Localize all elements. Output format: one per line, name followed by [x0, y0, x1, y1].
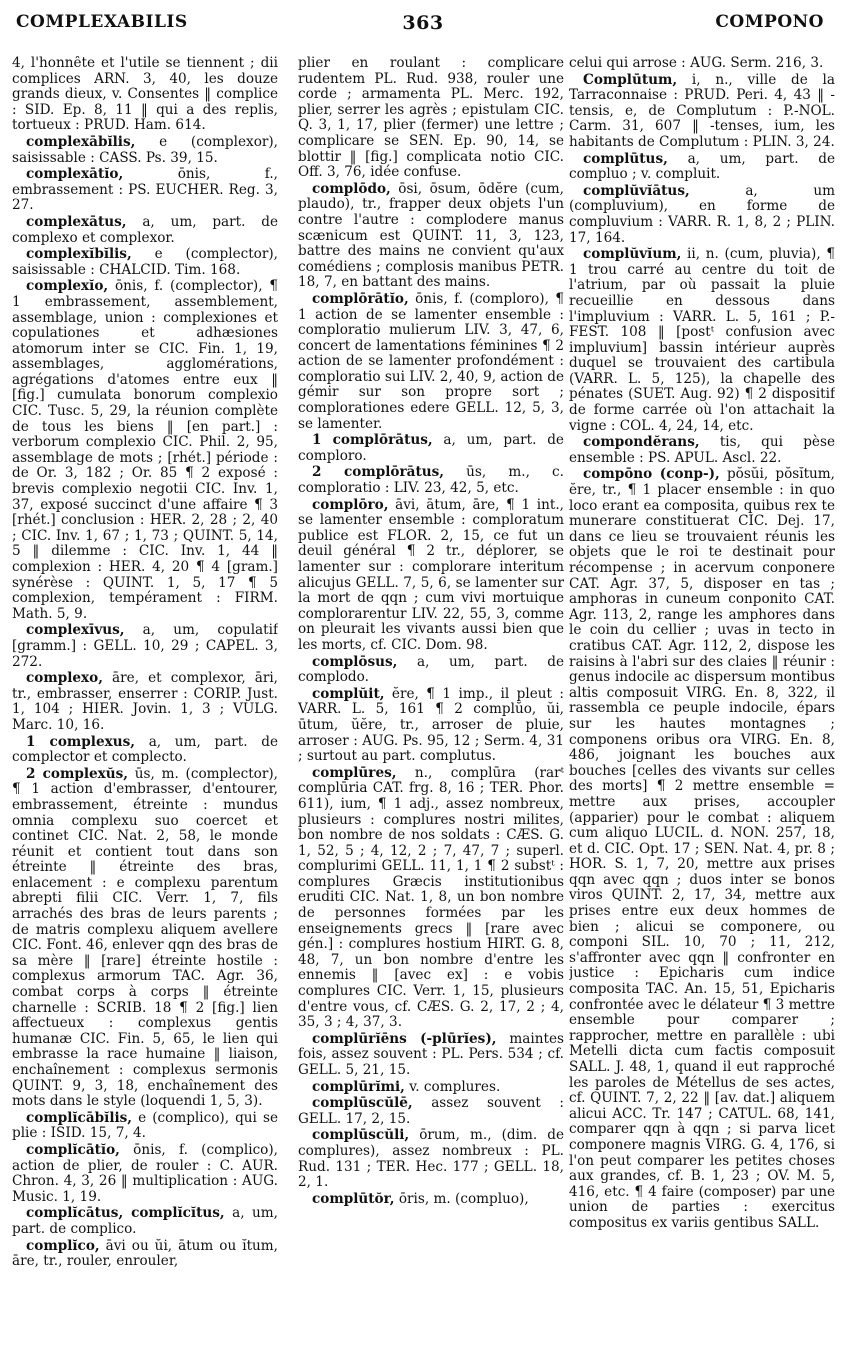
- entry-headword: complexātus,: [26, 213, 127, 230]
- entry-headword: compondĕrans,: [583, 434, 700, 451]
- entry-headword: complūscŭli,: [312, 1127, 410, 1144]
- dictionary-entry: [298, 1080, 564, 1096]
- entry-headword: complūrĭēns (-plūrĭes),: [312, 1030, 497, 1047]
- entry-text: ii, n. (cum, pluvia), ¶ 1 trou carré au centre du toit de l'atrium, par où passait la pluie recueillie en dessous dans l'impluvium : VARR. L. 5, 161 ; P.-FEST. 108 ‖ [postᵗ confusion avec impluvium] bassin intérieur auprès duquel se trouvaient des cartibula (VARR. L. 5, 125), la chapelle des pénates (SUET. Aug. 92) ¶ 2 dispositif de forme carrée où l'on attachait la vigne : COL. 4, 24, 14, etc.: [569, 246, 835, 434]
- entry-text: assez souvent : GELL. 17, 2, 15.: [298, 1095, 564, 1127]
- entry-text: ōnis, f. (comploro), ¶ 1 action de se lamenter ensemble : comploratio mulierum LIV. 3, 47, 6, concert de lamentations féminines ¶ 2 action de se lamenter profondément : comploratio sui LIV. 2, 40, 9, action de gémir sur son propre sort ; complorationes edere GELL. 12, 5, 3, se lamenter.: [298, 290, 564, 432]
- entry-headword: complōrātĭo,: [312, 290, 409, 307]
- entry-headword: complōdo,: [312, 180, 391, 197]
- entry-text: tis, qui pèse ensemble : PS. APUL. Ascl. 22.: [569, 434, 835, 466]
- column-left: [12, 56, 278, 1346]
- dictionary-entry: [12, 735, 278, 766]
- dictionary-entry: [298, 292, 564, 432]
- entry-text: a, um, copulatif [gramm.] : GELL. 10, 29 ; CAPEL. 3, 272.: [12, 622, 278, 670]
- entry-text: a, um, part. de comploro.: [298, 432, 564, 464]
- entry-text: ĕre, ¶ 1 imp., il pleut : VARR. L. 5, 161 ¶ 2 complŭo, ŭi, ūtum, ŭĕre, tr., arroser de pluie, arroser : AUG. Ps. 95, 12 ; Serm. 4, 31 ; surtout au part. complutus.: [298, 685, 564, 765]
- dictionary-entry: [298, 465, 564, 496]
- entry-headword: complĭco,: [26, 1237, 100, 1254]
- dictionary-entry: [298, 1032, 564, 1079]
- dictionary-entry: [298, 655, 564, 686]
- dictionary-entry: [12, 56, 278, 134]
- entry-headword: complŭvĭum,: [583, 246, 682, 263]
- dictionary-entry: [569, 184, 835, 246]
- dictionary-entry: [12, 279, 278, 622]
- dictionary-entry: [569, 247, 835, 434]
- running-head-left: COMPLEXABILIS: [16, 12, 188, 32]
- dictionary-entry: [298, 687, 564, 765]
- entry-text: e (complico), qui se plie : ISID. 15, 7, 4.: [12, 1109, 278, 1142]
- entry-text: āre, et complexor, āri, tr., embrasser, enserrer : CORIP. Just. 1, 104 ; HIER. Jovin. 1, 3 ; VULG. Marc. 10, 16.: [12, 670, 278, 733]
- dictionary-entry: [12, 1111, 278, 1142]
- entry-text: a, um, part. de complico.: [12, 1205, 278, 1237]
- dictionary-entry: [12, 767, 278, 1110]
- dictionary-entry: [298, 1128, 564, 1190]
- entry-headword: complŭit,: [312, 685, 385, 702]
- entry-text: ōsi, ōsum, ōdĕre (cum, plaudo), tr., frapper deux objets l'un contre l'autre : complodere manus scænicum est QUINT. 11, 3, 123, battre des mains ne convient qu'aux comédiens ; complosis manibus PETR. 18, 7, en battant des mains.: [298, 180, 564, 291]
- entry-text: e (complexor), saisissable : CASS. Ps. 39, 15.: [12, 133, 278, 166]
- entry-headword: complexātĭo,: [26, 166, 124, 183]
- entry-headword: complexĭo,: [26, 278, 109, 295]
- entry-text: v. complures.: [409, 1078, 501, 1095]
- dictionary-entry: [569, 435, 835, 466]
- entry-text: ōris, m. (compluo),: [398, 1190, 529, 1207]
- entry-headword: complōro,: [312, 496, 389, 513]
- running-head-right: COMPONO: [715, 12, 824, 32]
- dictionary-entry: [12, 215, 278, 246]
- entry-text: n., complūra (rarᵗ complūria CAT. frg. 8, 16 ; TER. Phor. 611), ium, ¶ 1 adj., assez nombreux, plusieurs : complures nostri milites, bon nombre de nos soldats : CÆS. G. 1, 52, 5 ; 4, 12, 2 ; 7, 47, 7 ; superl. complurimi GELL. 11, 1, 1 ¶ 2 substᵗ : complures Græcis institutionibus eruditi CIC. Nat. 1, 8, un bon nombre de personnes formées par les enseignements grecs ‖ [rare avec gén.] : complures hostium HIRT. G. 8, 48, 7, un bon nombre d'entre les ennemis ‖ [avec ex] : e vobis complures CIC. Verr. 1, 15, plusieurs d'entre vous, cf. CÆS. G. 2, 17, 2 ; 4, 35, 3 ; 4, 37, 3.: [298, 764, 564, 1031]
- entry-headword: complūrĭmi,: [312, 1078, 405, 1095]
- entry-headword: 2 complōrātus,: [312, 464, 445, 481]
- dictionary-entry: [298, 498, 564, 654]
- entry-headword: complĭcābĭlis,: [26, 1109, 133, 1126]
- entry-headword: complōsus,: [312, 653, 398, 670]
- entry-headword: Complūtum,: [583, 71, 678, 88]
- entry-text: ōnis, f. (complector), ¶ 1 embrassement, assemblement, assemblage, union : complexiones et copulationes et adhæsiones atomorum inter se CIC. Fin. 1, 19, assemblages, agglomérations, agrégations d'atomes entre eux ‖ [fig.] cumulata bonorum complexio CIC. Tusc. 5, 29, la réunion complète de tous les biens ‖ [en part.] : verborum complexio CIC. Phil. 2, 95, assemblage de mots ; [rhét.] période : de Or. 3, 182 ; Or. 85 ¶ 2 exposé : brevis complexio negotii CIC. Inv. 1, 37, exposé succinct d'une affaire ¶ 3 [rhét.] conclusion : HER. 2, 28 ; 2, 40 ; CIC. Inv. 1, 67 ; 1, 73 ; QUINT. 5, 14, 5 ‖ dilemme : CIC. Inv. 1, 44 ‖ complexion : HER. 4, 20 ¶ 4 [gram.] synérèse : QUINT. 1, 5, 17 ¶ 5 complexion, tempérament : FIRM. Math. 5, 9.: [12, 278, 278, 622]
- dictionary-entry: [569, 56, 835, 72]
- dictionary-entry: [12, 623, 278, 670]
- entry-headword: complexīvus,: [26, 622, 125, 639]
- entry-text: ōnis, f. (complico), action de plier, de rouler : C. AUR. Chron. 4, 3, 26 ‖ multiplication : AUG. Music. 1, 19.: [12, 1141, 278, 1205]
- entry-text: ōrum, m., (dim. de complures), assez nombreux : PL. Rud. 131 ; TER. Hec. 177 ; GELL. 18, 2, 1.: [298, 1127, 564, 1191]
- entry-headword: complūres,: [312, 764, 397, 781]
- dictionary-entry: [12, 1206, 278, 1237]
- entry-text: āvi ou ŭi, ātum ou ĭtum, āre, tr., rouler, enrouler,: [12, 1237, 278, 1270]
- column-middle: [298, 56, 564, 1346]
- dictionary-entry: [12, 671, 278, 733]
- dictionary-entry: [569, 467, 835, 1231]
- entry-text: celui qui arrose : AUG. Serm. 216, 3.: [569, 56, 824, 71]
- dictionary-entry: [569, 73, 835, 151]
- entry-headword: complĭcātus, complĭcĭtus,: [26, 1205, 225, 1222]
- page-number: 363: [402, 12, 444, 34]
- dictionary-entry: [298, 182, 564, 291]
- entry-headword: complĭcātĭo,: [26, 1141, 120, 1158]
- entry-text: i, n., ville de la Tarraconnaise : PRUD. Peri. 4, 43 ‖ -tensis, e, de Complutum : P.-NOL. Carm. 31, 607 ‖ -tenses, ium, les habitants de Complutum : PLIN. 3, 24.: [569, 71, 835, 150]
- entry-text: maintes fois, assez souvent : PL. Pers. 534 ; cf. GELL. 5, 21, 15.: [298, 1030, 564, 1078]
- entry-headword: complexo,: [26, 670, 103, 687]
- entry-text: a, um, part. de complodo.: [298, 653, 564, 686]
- dictionary-entry: [12, 135, 278, 166]
- entry-text: a, um, part. de compluo ; v. compluit.: [569, 150, 835, 183]
- entry-headword: 1 complexus,: [26, 733, 135, 750]
- dictionary-entry: [12, 247, 278, 278]
- entry-headword: complūtŏr,: [312, 1190, 395, 1207]
- dictionary-entry: [298, 1192, 564, 1208]
- page-header: [0, 12, 846, 46]
- entry-text: 4, l'honnête et l'utile se tiennent ; dii complices ARN. 3, 40, les douze grands dieux, v. Consentes ‖ complice : SID. Ep. 8, 11 ‖ qui a des replis, tortueux : PRUD. Ham. 614.: [12, 56, 278, 134]
- entry-headword: complūscŭlē,: [312, 1095, 413, 1112]
- entry-headword: complexābĭlis,: [26, 133, 136, 150]
- dictionary-entry: [298, 433, 564, 464]
- entry-text: a, um, part. de complexo et complexor.: [12, 213, 278, 246]
- entry-text: a, um (compluvium), en forme de compluvium : VARR. R. 1, 8, 2 ; PLIN. 17, 164.: [569, 182, 835, 246]
- dictionary-entry: [12, 1239, 278, 1270]
- dictionary-entry: [298, 1096, 564, 1127]
- entry-headword: 1 complōrātus,: [312, 432, 433, 449]
- column-right: [569, 56, 835, 1346]
- dictionary-entry: [298, 766, 564, 1031]
- dictionary-entry: [569, 152, 835, 183]
- entry-text: e (complector), saisissable : CHALCID. Tim. 168.: [12, 246, 278, 278]
- entry-text: āvi, ātum, āre, ¶ 1 int., se lamenter ensemble : comploratum publice est FLOR. 2, 15, ce fut un deuil général ¶ 2 tr., déplorer, se lamenter sur : complorare interitum alicujus GELL. 7, 5, 6, se lamenter sur la mort de qqn ; cum vivi mortuique complorarentur LIV. 22, 55, 3, comme on pleurait les vivants aussi bien que les morts, cf. CIC. Dom. 98.: [298, 496, 564, 653]
- dictionary-entry: [298, 56, 564, 181]
- entry-text: plier en roulant : complicare rudentem PL. Rud. 938, rouler une corde ; armamenta PL. Merc. 192, plier, serrer les agrès ; epistulam CIC. Q. 3, 1, 17, plier (fermer) une lettre ; complicare se SEN. Ep. 90, 14, se blottir ‖ [fig.] complicata notio CIC. Off. 3, 76, idée confuse.: [298, 56, 564, 181]
- entry-headword: complūtus,: [583, 150, 668, 167]
- entry-text: ūs, m. (complector), ¶ 1 action d'embrasser, d'entourer, embrassement, étreinte : mundus omnia complexu suo coercet et continet CIC. Nat. 2, 58, le monde réunit et contient tout dans son étreinte ‖ étreinte des bras, enlacement : e complexu parentum abrepti filii CIC. Verr. 1, 7, fils arrachés des bras de leurs parents ; de matris complexu aliquem avellere CIC. Font. 46, enlever qqn des bras de sa mère ‖ [rare] étreinte hostile : complexus armorum TAC. Agr. 36, combat corps à corps ‖ étreinte charnelle : SCRIB. 18 ¶ 2 [fig.] lien affectueux : complexus gentis humanæ CIC. Fin. 5, 65, le lien qui embrasse la race humaine ‖ liaison, enchaînement : complexus sermonis QUINT. 9, 3, 18, enchaînement des mots dans le style (loquendi 1, 5, 3).: [12, 765, 278, 1110]
- entry-headword: complexĭbĭlis,: [26, 246, 132, 263]
- entry-headword: 2 complexŭs,: [26, 765, 129, 782]
- dictionary-entry: [12, 167, 278, 214]
- dictionary-entry: [12, 1143, 278, 1205]
- entry-headword: complŭvĭātus,: [583, 182, 690, 199]
- entry-text: a, um, part. de complector et complecto.: [12, 733, 278, 766]
- entry-text: ōnis, f., embrassement : PS. EUCHER. Reg. 3, 27.: [12, 166, 278, 214]
- entry-text: pŏsŭi, pŏsĭtum, ĕre, tr., ¶ 1 placer ensemble : in quo loco erant ea composita, quibus rex te munerare constituerat CIC. Dej. 17, dans ce lieu se trouvaient réunis les objets que le roi te destinait pour récompense ; in acervum conponere CAT. Agr. 37, 5, disposer en tas ; amphoras in cuneum conponito CAT. Agr. 113, 2, range les amphores dans le coin du cellier ; uvas in tecto in cratibus CAT. Agr. 112, 2, dispose les raisins à l'abri sur des claies ‖ réunir : genus indocile ac dispersum montibus altis composuit VIRG. En. 8, 322, il rassembla ce peuple indocile, épars sur les hautes montagnes ; componens oribus ora VIRG. En. 8, 486, joignant les bouches aux bouches [celles des vivants sur celles des morts] ¶ 2 mettre ensemble = mettre aux prises, accoupler (apparier) pour le combat : aliquem cum aliquo LUCIL. d. NON. 257, 18, et d. CIC. Opt. 17 ; SEN. Nat. 4, pr. 8 ; HOR. S. 1, 7, 20, mettre aux prises qqn avec qqn ; duos inter se bonos viros QUINT. 2, 17, 34, mettre aux prises entre eux deux hommes de bien ; alicui se componere, ou componi SIL. 10, 70 ; 11, 212, s'affronter avec qqn ‖ confronter en justice : Epicharis cum indice composita TAC. An. 15, 51, Epicharis confrontée avec le délateur ¶ 3 mettre ensemble pour comparer ; rapprocher, mettre en parallèle : ubi Metelli dicta cum factis composuit SALL. J. 48, 1, quand il eut rapproché les paroles de Métellus de ses actes, cf. QUINT. 7, 2, 22 ‖ [av. dat.] aliquem alicui ACC. Tr. 147 ; CATUL. 68, 141, comparer qqn à qqn ; si parva licet componere magnis VIRG. G. 4, 176, si l'on peut comparer les petites choses aux grandes, cf. B. 1, 23 ; OV. M. 5, 416, etc. ¶ 4 faire (composer) par une union de parties : exercitus compositus ex variis gentibus SALL.: [569, 466, 835, 1231]
- entry-headword: compōno (conp-),: [583, 466, 720, 483]
- entry-text: ūs, m., c. comploratio : LIV. 23, 42, 5, etc.: [298, 464, 564, 497]
